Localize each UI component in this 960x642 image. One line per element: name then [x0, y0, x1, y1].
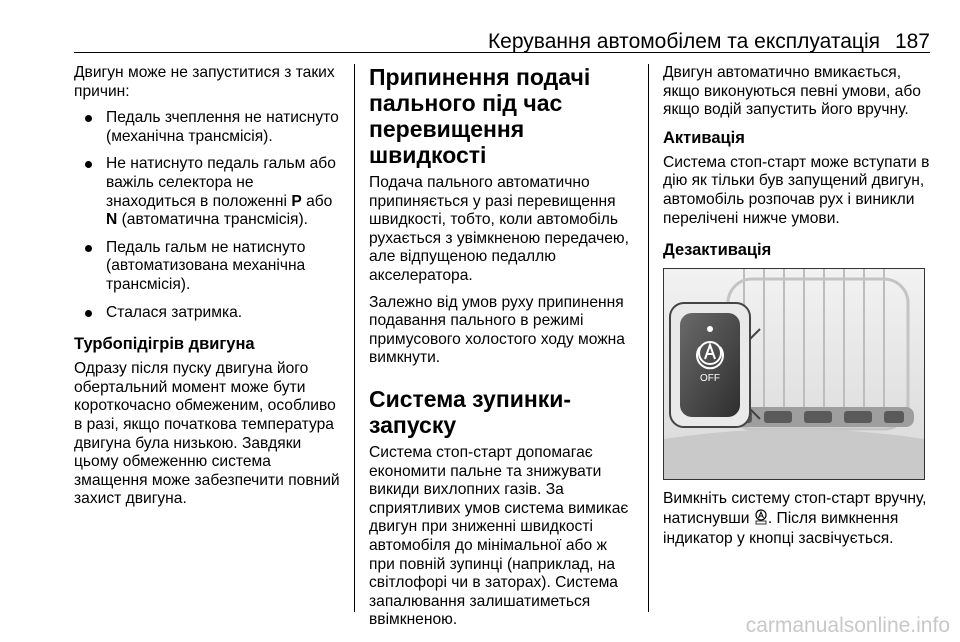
- intro-paragraph: Двигун може не запуститися з таких причин:: [74, 64, 335, 100]
- turbo-heading: Турбопідігрів двигуна: [74, 335, 255, 354]
- list-item: Педаль зчеплення не натиснуто (механічна трансмісія).: [74, 109, 342, 146]
- page-title: Керування автомобілем та експлуатація: [487, 30, 880, 53]
- list-item-text: (автоматична трансмісія).: [117, 211, 308, 229]
- column-right: [663, 64, 931, 557]
- auto-start-paragraph: Двигун автоматично вмикається, якщо виконуються певні умови, або якщо водій запустить його вручну.: [663, 64, 921, 119]
- gear-p-label: P: [291, 192, 302, 210]
- stop-start-button-figure: [663, 268, 925, 480]
- watermark: carmanualsonline.info: [745, 614, 950, 637]
- column-middle: [369, 64, 635, 638]
- gear-n-label: N: [106, 211, 118, 229]
- deactivation-text: Вимкніть систему стоп-старт вручну, натиснувши: [663, 490, 927, 527]
- reasons-list: [74, 109, 342, 322]
- activation-heading: Активація: [663, 128, 745, 147]
- fuel-cutoff-paragraph: Подача пального автоматично припиняється у разі перевищення швидкості, тобто, коли автомобіль рухається з увімкненою передачею, але відпущеною педаллю акселератора.: [369, 174, 629, 284]
- stop-start-heading: Система зупинки-запуску: [369, 385, 572, 438]
- column-divider-2: [648, 64, 649, 612]
- turbo-paragraph: Одразу після пуску двигуна його обертальний момент може бути короткочасно обмеженим, особливо в разі, якщо початкова температура двигуна була низькою. Завдяки цьому обмеженню система змащення може забезпечити повний захист двигуна.: [74, 360, 340, 508]
- list-item: [74, 155, 342, 229]
- column-divider-1: [354, 64, 355, 612]
- list-item-text: Не натиснуто педаль гальм або важіль селектора не знаходиться в положенні: [106, 155, 336, 210]
- stop-start-off-icon: [754, 509, 768, 531]
- activation-paragraph: Система стоп-старт може вступати в дію як тільки був запущений двигун, автомобіль розпочав рух і виникли перелічені нижче умови.: [663, 153, 930, 227]
- column-left: [74, 64, 342, 517]
- stop-start-paragraph: Система стоп-старт допомагає економити пальне та знижувати викиди вихлопних газів. За сприятливих умов система вимикає двигун при зниженні швидкості автомобіля до мінімальної або ж при повній зупинці (наприклад, на світлофорі чи в заторах). Система запалювання залишатиметься ввімкненою.: [369, 443, 629, 629]
- header-rule: [74, 52, 930, 53]
- list-item: Сталася затримка.: [74, 304, 342, 323]
- page-number: 187: [894, 30, 930, 53]
- deactivation-paragraph: [663, 490, 931, 549]
- deactivation-text-2: . Після вимкнення індикатор у кнопці засвічується.: [663, 509, 899, 548]
- list-item-text: або: [301, 192, 333, 210]
- deactivation-heading: Дезактивація: [663, 241, 772, 260]
- list-item: Педаль гальм не натиснуто (автоматизована механічна трансмісія).: [74, 239, 342, 295]
- fuel-cutoff-paragraph-2: Залежно від умов руху припинення подавання пального в режимі примусового холостого ходу можна вимкнути.: [369, 293, 625, 367]
- fuel-cutoff-heading: Припинення подачі пального під час перевищення швидкості: [369, 64, 591, 168]
- console-illustration: [664, 269, 924, 479]
- figure-button-label: OFF: [700, 373, 720, 385]
